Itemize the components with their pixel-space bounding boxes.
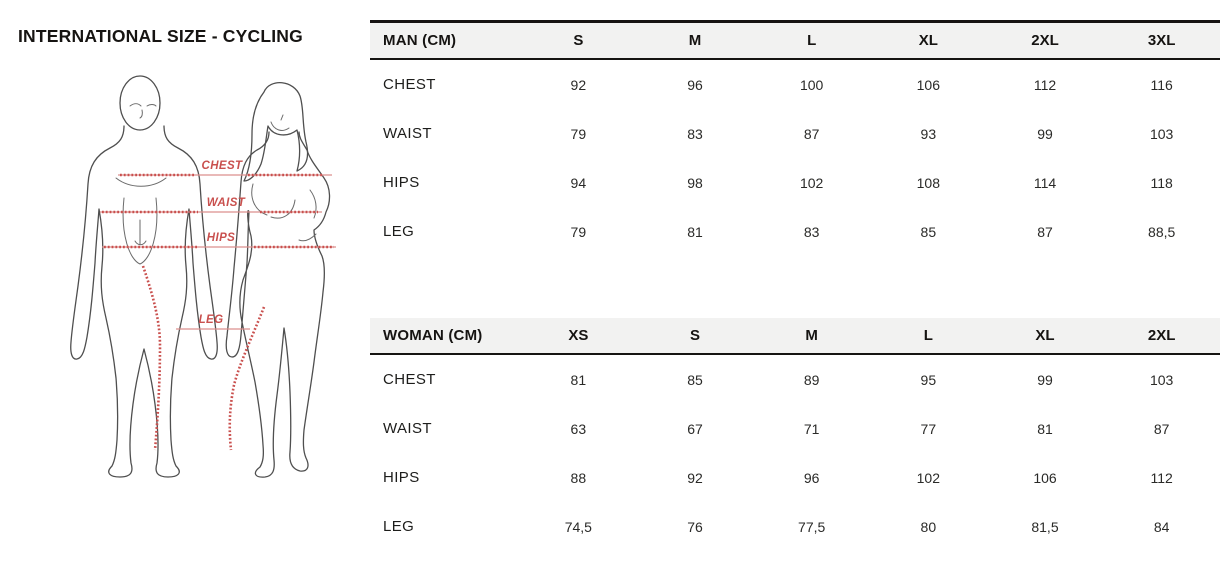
woman-figure	[226, 83, 329, 477]
measurement-value: 108	[916, 174, 940, 191]
size-column-header: L	[807, 32, 817, 49]
hips-measure-label: HIPS	[206, 232, 236, 244]
man-size-table	[370, 20, 1220, 256]
measurement-value: 116	[1150, 76, 1173, 93]
measurement-value: 81	[687, 223, 703, 240]
measurement-value: 84	[1153, 518, 1170, 535]
size-column-header: M	[688, 32, 702, 49]
size-column-header: 2XL	[1031, 32, 1059, 49]
measurement-value: 63	[570, 420, 587, 437]
size-column-header: XL	[918, 32, 938, 49]
woman-table-title: WOMAN (CM)	[383, 327, 483, 344]
measurement-row	[370, 355, 1220, 404]
waist-measure-line	[100, 197, 322, 212]
man-table-header-row	[370, 23, 1220, 60]
man-figure	[71, 76, 218, 477]
measurement-row-label: LEG	[383, 223, 415, 240]
measurement-row	[370, 453, 1220, 502]
measurement-value: 88,5	[1148, 223, 1176, 240]
measurement-overlay	[100, 160, 336, 450]
measurement-value: 114	[1033, 174, 1057, 191]
measurement-row-label: WAIST	[383, 420, 432, 437]
measurement-value: 103	[1149, 125, 1174, 142]
measurement-value: 81	[570, 371, 587, 388]
measurement-row-label: HIPS	[383, 469, 420, 486]
measurement-value: 81,5	[1031, 518, 1059, 535]
measurement-value: 93	[920, 125, 937, 142]
size-column-header: XL	[1035, 327, 1055, 344]
measurement-value: 112	[1150, 469, 1173, 486]
measurement-value: 92	[687, 469, 703, 486]
measurement-value: 96	[687, 76, 703, 93]
measurement-value: 83	[687, 125, 703, 142]
waist-measure-label: WAIST	[206, 197, 246, 209]
measurement-value: 79	[570, 223, 587, 240]
man-table-title: MAN (CM)	[383, 32, 457, 49]
measurement-row	[370, 207, 1220, 256]
measurement-value: 99	[1037, 371, 1053, 388]
measurement-value: 76	[687, 518, 703, 535]
woman-table-header-row	[370, 318, 1220, 355]
measurement-value: 103	[1149, 371, 1174, 388]
measurement-value: 74,5	[564, 518, 592, 535]
leg-measure-label: LEG	[198, 314, 224, 326]
chest-measure-label: CHEST	[201, 160, 243, 172]
measurement-value: 71	[803, 420, 820, 437]
measurement-row	[370, 109, 1220, 158]
measurement-value: 102	[916, 469, 940, 486]
measurement-value: 81	[1037, 420, 1053, 437]
size-column-header: 2XL	[1147, 327, 1176, 344]
body-figures-illustration	[58, 70, 358, 480]
measurement-value: 96	[803, 469, 820, 486]
measurement-value: 95	[920, 371, 937, 388]
measurement-value: 100	[799, 76, 824, 93]
measurement-row-label: WAIST	[383, 125, 432, 142]
measurement-value: 85	[920, 223, 937, 240]
measurement-value: 106	[1033, 469, 1057, 486]
size-column-header: S	[689, 327, 700, 344]
measurement-row-label: LEG	[383, 518, 415, 535]
measurement-row	[370, 158, 1220, 207]
size-column-header: XS	[568, 327, 589, 344]
chest-measure-line	[118, 160, 332, 175]
measurement-value: 77	[920, 420, 937, 437]
size-column-header: S	[573, 32, 584, 49]
measurement-value: 77,5	[798, 518, 826, 535]
measurement-value: 88	[570, 469, 587, 486]
size-column-header: L	[923, 327, 933, 344]
page-title: INTERNATIONAL SIZE - CYCLING	[18, 26, 303, 46]
size-diagram	[58, 70, 358, 480]
measurement-value: 80	[920, 518, 937, 535]
measurement-value: 98	[687, 174, 703, 191]
measurement-row-label: HIPS	[383, 174, 420, 191]
measurement-value: 118	[1150, 174, 1173, 191]
measurement-value: 83	[803, 223, 820, 240]
measurement-value: 102	[799, 174, 824, 191]
measurement-value: 87	[1037, 223, 1053, 240]
measurement-row	[370, 502, 1220, 551]
size-column-header: 3XL	[1147, 32, 1176, 49]
measurement-value: 87	[1153, 420, 1170, 437]
measurement-value: 92	[570, 76, 587, 93]
hips-measure-line	[102, 232, 336, 247]
measurement-value: 99	[1037, 125, 1053, 142]
measurement-value: 89	[803, 371, 820, 388]
measurement-row-label: CHEST	[383, 371, 436, 388]
measurement-row	[370, 404, 1220, 453]
measurement-row	[370, 60, 1220, 109]
leg-measure-line	[143, 266, 264, 450]
measurement-value: 87	[803, 125, 820, 142]
measurement-value: 112	[1033, 76, 1057, 93]
measurement-value: 67	[687, 420, 703, 437]
woman-size-table	[370, 318, 1220, 551]
measurement-value: 85	[687, 371, 703, 388]
measurement-row-label: CHEST	[383, 76, 436, 93]
measurement-value: 106	[916, 76, 940, 93]
measurement-value: 94	[570, 174, 587, 191]
size-column-header: M	[805, 327, 818, 344]
measurement-value: 79	[570, 125, 587, 142]
